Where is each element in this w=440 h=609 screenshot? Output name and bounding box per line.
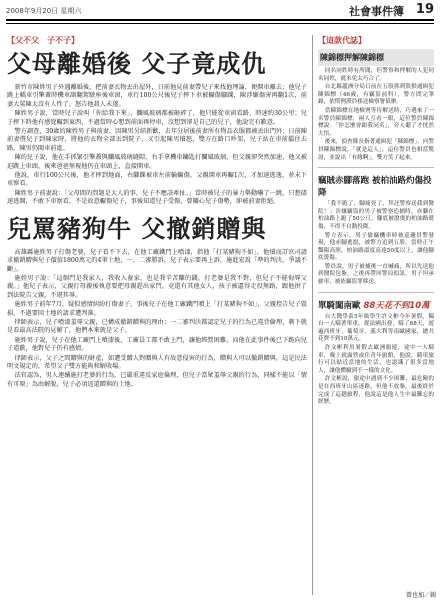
story-divorce xyxy=(7,84,307,207)
story-bike-trip xyxy=(318,314,434,407)
paragraph: 法官認為，男人連續施打老婆的行為，已嚴重違反家庭倫理，但兒子當眾羞辱父親的行為，同樣不能以「情有可原」為由解脫，兒子必須返還贈與的土地。 xyxy=(7,372,307,388)
paragraph: 陳姓男子說，當時兒子說叫「你給我下來」，攔風玻璃都被砸碎了，他只能從車窗看路，時速約30公里；兒子摔下時他有感覺輾到東西，不過當時心想到前面再停車，沒想到卻是自己的兒子，他說完有歉意。 xyxy=(7,110,307,126)
paragraph: 後來，偵查隊長指著通緝犯「陳錦標」，向警員陳錦標說，「就是這人」，這位警員也相當驚訝，並說出「有緣啊」，雙方笑了起來。 xyxy=(318,139,434,161)
paragraph: 台大醫學系5年級學生許文彬今年暑假，獨自一人騎著單車，從法國出發，騎了88天，遊遍西班牙、葡萄牙、義大利等南歐國家，總共花費不到10萬元。 xyxy=(318,313,434,343)
headline-bike-trip xyxy=(318,299,434,311)
paragraph: 律師表示，兒子噴漆羞辱父親，已構成撤銷贈與的理由；一二審判決都認定兒子的行為已違背倫理，剩下就是看最高法院的見解了，他們本來就是父子。 xyxy=(7,318,307,335)
headline-divorce: 父母離婚後 父子竟成仇 xyxy=(7,49,267,78)
paragraph: 高雄縣施姓男子打傷老婆，兒子看不下去，在他工廠鐵門上噴漆，指他「打某豬狗不如」，他憤而訂官司請求撤銷贈與兒子價值1800萬元的4筆土地，一、二審勝訴，兒子表示要再上訴，施進宏說「準的判決，爭議不斷」。 xyxy=(7,248,307,273)
page-header xyxy=(6,4,434,18)
paragraph: 新竹市陳姓男子外遇離婚後，把前妻衣物丟出屋外，日前他見前妻帶兒子來找他理論，便開車離去；他兒子跳上轎車引擎蓋時機車副翻駕駛座後車窗，車行100公尺後兒子摔下車被輾傷腳踝，陳涉嫌傷害再翻1次，前妻大罵陳太沒有人性了，怒告他殺人未遂。 xyxy=(7,84,307,108)
paragraph: 「我不跑了，腳痛死了，拜託警察送我到醫院！」涉嫌竊盜的男子被警察追捕時，赤腳在柏油路上跑了50公尺，腳底被滾燙的柏油路燙傷，不得不自動投降。 xyxy=(318,201,434,230)
paragraph: 許文彬說，旅途中遇到不少困難，最危險的是在西班牙山區迷路，但他不放棄，最後終於完成了這趟旅程，他說這是他人生中最難忘的經歷。 xyxy=(318,376,434,406)
story-separator xyxy=(318,292,434,293)
story-barefoot-thief xyxy=(318,201,434,287)
paragraph: 警方表示，男子偷竊機車時被巡邏員警發現，他赤腳逃竄，被警方追到五股，當時正午豔陽高照，柏油路溫度高達50度以上，讓他腳底燙傷。 xyxy=(318,232,434,262)
section-title: 社會事件簿 xyxy=(349,5,404,18)
story-gift-revoked xyxy=(7,249,307,390)
headline-barefoot-thief: 竊賊赤腳落跑 被柏油路灼傷投降 xyxy=(318,176,432,199)
column-divider xyxy=(312,35,313,595)
paragraph: 施姓男子前年7月，疑似感情糾紛打傷妻子，事後兒子在他工廠鐵門噴上「打某豬狗不如」，父親控告兒子毀損，不過要回土地的請求遭判准。 xyxy=(7,301,307,317)
main-column xyxy=(7,35,307,595)
headline-same-name: 陳錦標押解陳錦標 xyxy=(318,49,434,66)
paragraph: 施姓男子說：「這個門是我家人，我收入養家，也是我辛苦賺的錢，打老婆是我不對，但兒子不能侮辱父親。」他兒子表示，父親打母親後執意要把母親趕出家門，竟還有其他女人，孩子被逼得走投無路，跟他拼了到法院告父親，不堪其辱。 xyxy=(7,274,307,299)
headline-bike-trip-pre: 單騎闖南歐 xyxy=(318,300,364,311)
paragraph: 施姓男子說，兒子在他工廠門上噴漆後，工廠員工都不敢上門，讓他經營困難，而他在此事件後已下跪向兒子道歉，他對兒子仍有感情。 xyxy=(7,336,307,353)
right-kicker: 【這款代誌】 xyxy=(318,36,366,45)
headline-bike-trip-highlight: 88天花不到10萬 xyxy=(363,300,430,311)
header-rule xyxy=(6,19,434,21)
paragraph: 同名同姓時有所聞，但警察和押解的人犯同名同姓，就未免太巧合了。 xyxy=(318,68,434,82)
story-separator xyxy=(318,167,434,168)
side-column xyxy=(318,35,434,595)
paragraph: 他說，車行100公尺後，他才摔到地面，右腳踝被車左前輪輾傷，父親開車再輾1次，才加速逃逸，並未下車察看。 xyxy=(7,172,307,188)
page-number: 19 xyxy=(415,2,434,17)
paragraph: 當陳錦標在地檢署等待解送時，巧遇來了一名警員陳錦標，兩人互看一眼，這位警員陳錦標說：「你怎麼會跟我同名」，旁人聽了才恍然大悟。 xyxy=(318,107,434,137)
story-same-name xyxy=(318,68,434,162)
paragraph: 許文彬利用暑假去歐洲旅遊，途中一人騎車，晚上就露營或住青年旅館，他說，騎車旅行可以貼近當地的生活，也認識了很多當地人，讓他體驗到不一樣的文化。 xyxy=(318,345,434,374)
paragraph: 陳的兒子說，他在手抓緊引擎蓋與攔風玻璃縫隙，右手拿機車鑰匙打攔風玻璃，但父親卻突然加速，他又被迫跳上車頭，後來爸爸無視他仍在車頭上，直接開車。 xyxy=(7,154,307,170)
editor-byline: 曾也加／輯 xyxy=(405,592,436,599)
paragraph: 警方調查，39歲的陳姓男子與前妻，因陳男另結新歡，去年分居後前妻所有物品衣服都被丟出門外；日前陳前妻偕兒子到陳家時，將他的衣物全部丟到院子，又引起陳男憤怒，雙方在路口吵架，兒子站在車前擋住去路，陳男仍開車前進。 xyxy=(7,128,307,152)
paragraph: 台北縣蘆洲分局日前在五股抓到毀損通緝犯陳錦標（46歲，有竊盜前科），警方問完筆錄，依慣例派員移送檢察署偵辦。 xyxy=(318,84,434,106)
paragraph: 陳姓男子前妻說：「父母間的問題是大人的事，兒子不應該牽扯。」當時被兒子的暴力舉動嚇了一跳，只想儘速逃開，不敢下車察看，不是故意輾傷兒子，事後知道兒子受傷，曾關心兒子傷勢，卻被前妻拒絕。 xyxy=(7,189,307,206)
header-rule-thin xyxy=(6,23,434,24)
issue-date: 2008年9月20日 星期六 xyxy=(6,7,82,15)
left-kicker: 【父不父 子不子】 xyxy=(7,36,79,45)
paragraph: 警員說，男子被捕後一直喊痛，所以先送他到醫院包紮，之後再帶回警局偵訊，男子坦承偷車，被依竊盜罪移送。 xyxy=(318,263,434,286)
headline-gift-revoked: 兒罵豬狗牛 父撤銷贈與 xyxy=(7,213,267,243)
paragraph: 律師表示，父子之間贈與的財產，如遭受贈人對贈與人有故意侵害的行為，贈與人可以撤銷贈與，這是民法明文規定的，希望父子雙方能夠和解收場。 xyxy=(7,354,307,370)
